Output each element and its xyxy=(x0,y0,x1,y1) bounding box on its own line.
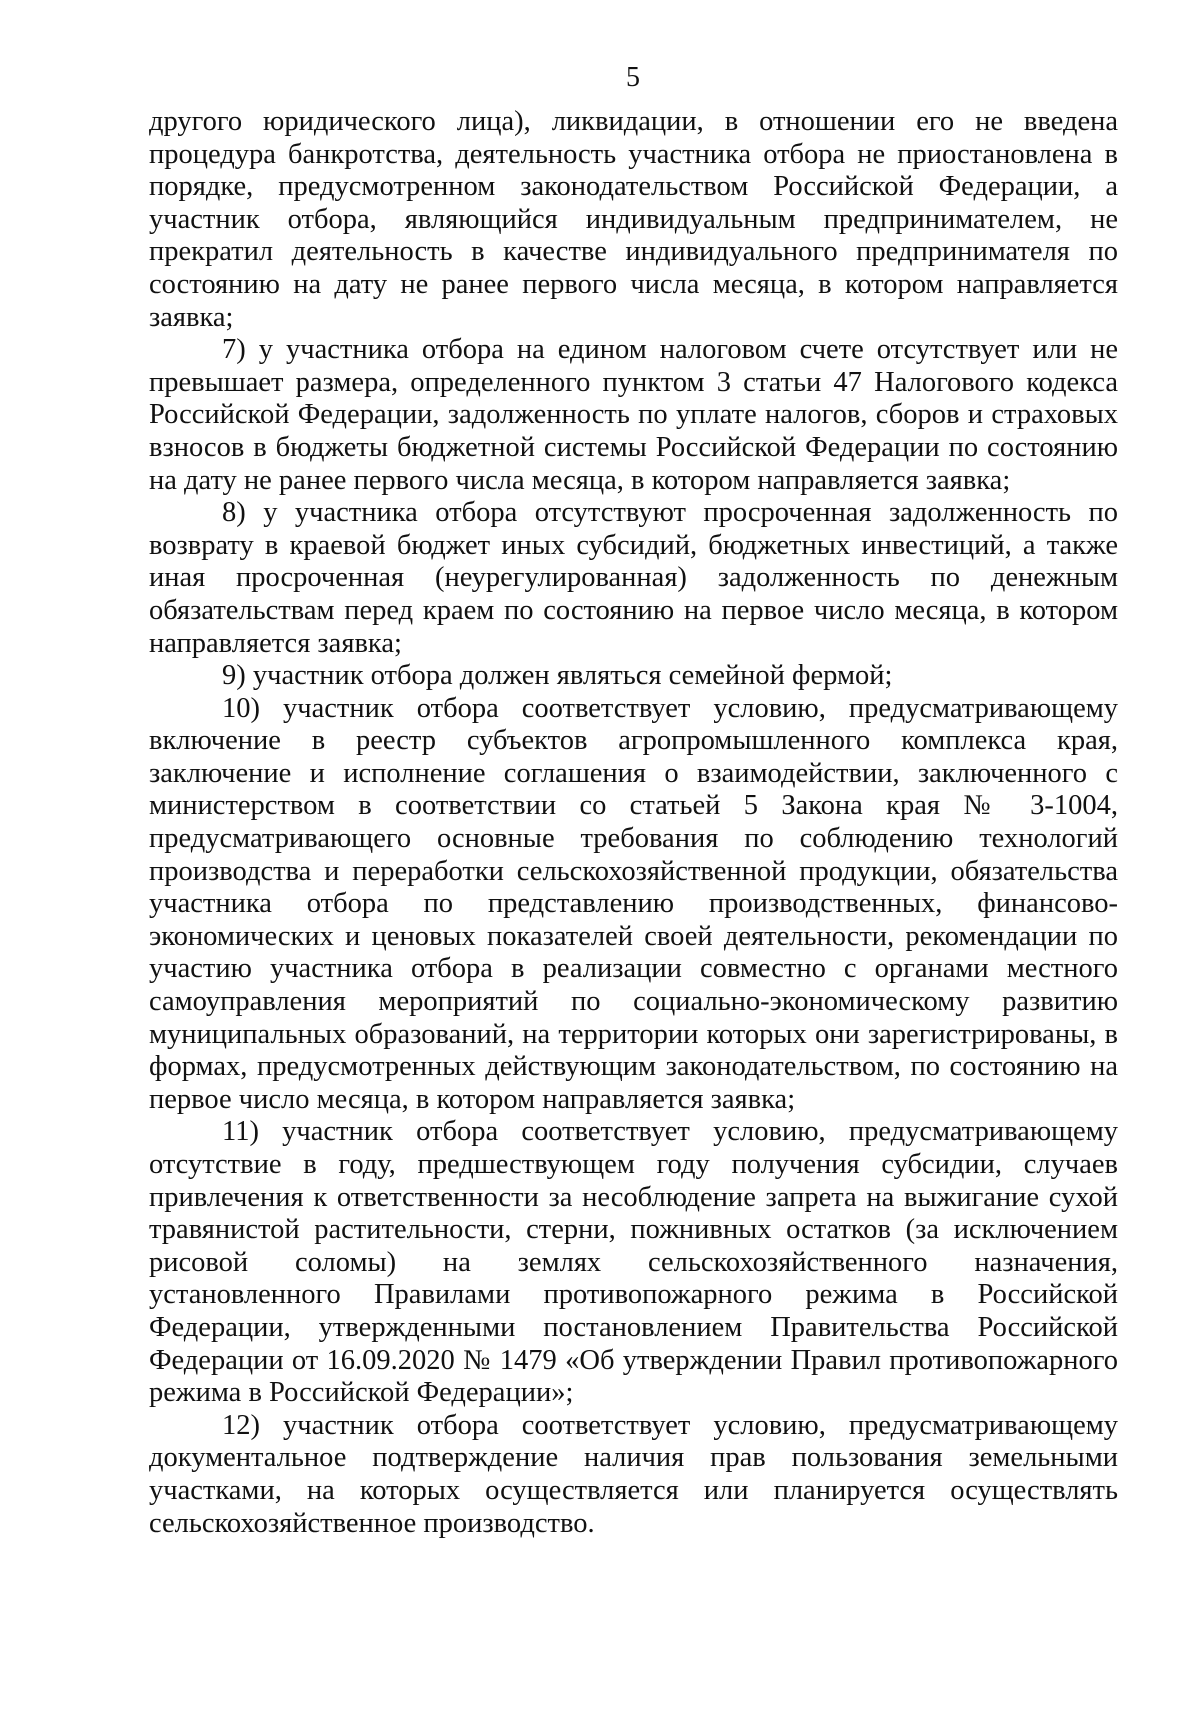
paragraph-item-9: 9) участник отбора должен являться семейной фермой; xyxy=(222,660,893,692)
paragraph-item-11: 11) участник отбора соответствует условию, предусматривающему отсутствие в году, предшествующем году получения субсидии, случаев привлечения к ответственности за несоблюдение запрета на выжигание сухой травянистой растительности, стерни, пожнивных остатков (за исключением рисовой соломы) на землях сельскохозяйственного назначения, установленного Правилами противопожарного режима в Российской Федерации, утвержденными постановлением Правительства Российской Федерации от 16.09.2020 № 1479 «Об утверждении Правил противопожарного режима в Российской Федерации»; xyxy=(149,1116,1118,1409)
paragraph-item-8: 8) у участника отбора отсутствуют просроченная задолженность по возврату в краевой бюджет иных субсидий, бюджетных инвестиций, а также иная просроченная (неурегулированная) задолженность по денежным обязательствам перед краем по состоянию на первое число месяца, в котором направляется заявка; xyxy=(149,497,1118,659)
paragraph-item-7: 7) у участника отбора на едином налоговом счете отсутствует или не превышает размера, определенного пунктом 3 статьи 47 Налогового кодекса Российской Федерации, задолженность по уплате налогов, сборов и страховых взносов в бюджеты бюджетной системы Российской Федерации по состоянию на дату не ранее первого числа месяца, в котором направляется заявка; xyxy=(149,334,1118,496)
page-number: 5 xyxy=(626,62,640,93)
document-body xyxy=(149,106,1118,1540)
paragraph-item-10: 10) участник отбора соответствует условию, предусматривающему включение в реестр субъектов агропромышленного комплекса края, заключение и исполнение соглашения о взаимодействии, заключенного с министерством в соответствии со статьей 5 Закона края № 3-1004, предусматривающего основные требования по соблюдению технологий производства и переработки сельскохозяйственной продукции, обязательства участника отбора по представлению производственных, финансово-экономических и ценовых показателей своей деятельности, рекомендации по участию участника отбора в реализации совместно с органами местного самоуправления мероприятий по социально-экономическому развитию муниципальных образований, на территории которых они зарегистрированы, в формах, предусмотренных действующим законодательством, по состоянию на первое число месяца, в котором направляется заявка; xyxy=(149,692,1118,1115)
paragraph-item-12: 12) участник отбора соответствует условию, предусматривающему документальное подтверждение наличия прав пользования земельными участками, на которых осуществляется или планируется осуществлять сельскохозяйственное производство. xyxy=(149,1409,1118,1539)
paragraph-continuation: другого юридического лица), ликвидации, в отношении его не введена процедура банкротства, деятельность участника отбора не приостановлена в порядке, предусмотренном законодательством Российской Федерации, а участник отбора, являющийся индивидуальным предпринимателем, не прекратил деятельность в качестве индивидуального предпринимателя по состоянию на дату не ранее первого числа месяца, в котором направляется заявка; xyxy=(149,106,1118,333)
